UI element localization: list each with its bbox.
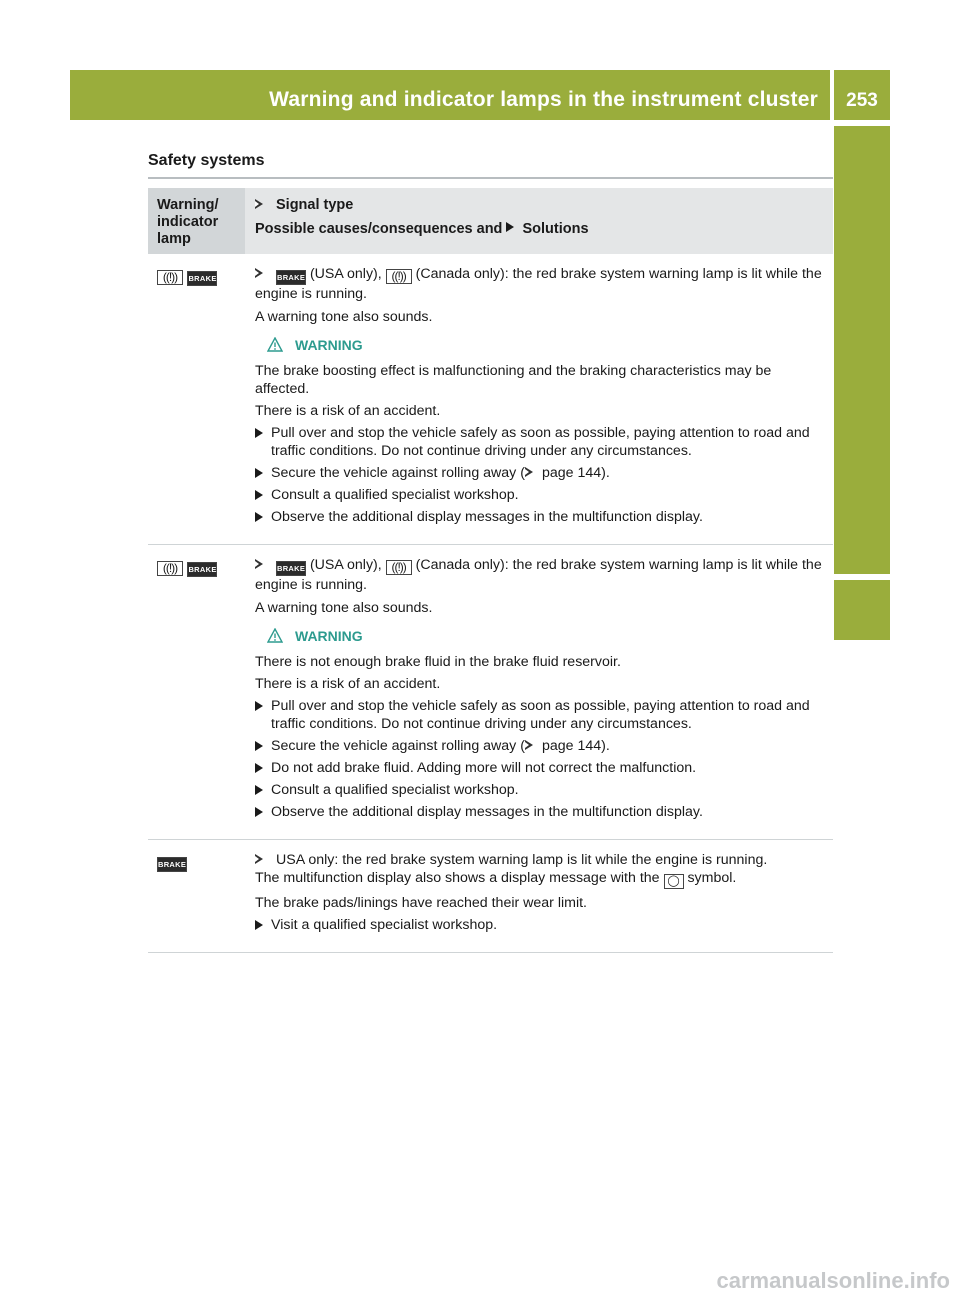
action-arrow-icon — [255, 468, 263, 478]
lamp-cell — [148, 545, 245, 839]
signal-type-icon — [255, 266, 270, 279]
list-item: Do not add brake fluid. Adding more will not correct the malfunction. — [255, 759, 827, 777]
description-cell: USA only: the red brake system warning lamp is lit while the engine is running. The multifunction display also shows a display message with the ◯ symbol. The brake pads/linings have reached their wear limit. Visit a qualified specialist workshop. — [245, 840, 833, 952]
action-arrow-icon — [255, 920, 263, 930]
lamp-cell — [148, 254, 245, 544]
page-reference-link[interactable]: page 144). — [541, 465, 610, 481]
list-item: Observe the additional display messages in the multifunction display. — [255, 803, 827, 821]
table-row — [148, 545, 833, 840]
warning-triangle-icon — [267, 628, 283, 644]
circle-brake-icon: ((!)) — [157, 561, 183, 576]
header-title: Warning and indicator lamps in the instrument cluster — [269, 88, 818, 111]
table-row — [148, 254, 833, 545]
list-item: Secure the vehicle against rolling away ( page 144). — [255, 464, 827, 482]
warning-lamp-table — [148, 188, 833, 953]
brake-wear-icon: ◯ — [664, 874, 684, 889]
action-arrow-icon — [255, 428, 263, 438]
warning-triangle-icon — [267, 337, 283, 353]
circle-brake-icon: ((!)) — [157, 270, 183, 285]
action-arrow-icon — [255, 490, 263, 500]
list-item: Consult a qualified specialist workshop. — [255, 486, 827, 504]
brake-text-icon: BRAKE — [157, 857, 187, 872]
page-ref-icon — [525, 465, 540, 478]
list-item: Consult a qualified specialist workshop. — [255, 781, 827, 799]
circle-brake-icon: ((!)) — [386, 560, 412, 575]
list-item: Observe the additional display messages in the multifunction display. — [255, 508, 827, 526]
table-header — [148, 188, 833, 254]
description-cell: BRAKE (USA only), ((!)) (Canada only): the red brake system warning lamp is lit while the engine is running. A warning tone also sounds. WARNING There is not enough brake fluid in the brake fluid reservoir. There is a risk of an accident. Pull over and stop the vehicle safely as soon as possible, paying attention to road and traffic conditions. Do not continue driving under any circumstances. Secure the vehicle against rolling away ( page 144). Do not add brake fluid. Adding more will not correct the malfunction. Consult a qualified specialist workshop. Observe the additional display messages in the multifunction display. — [245, 545, 833, 839]
signal-type-icon — [255, 557, 270, 570]
page-number-box — [834, 70, 890, 120]
table-row — [148, 840, 833, 953]
action-arrow-icon — [255, 701, 263, 711]
page-header — [70, 70, 830, 120]
list-item: Pull over and stop the vehicle safely as soon as possible, paying attention to road and traffic conditions. Do not continue driving under any circumstances. — [255, 424, 827, 460]
warning-heading: WARNING — [267, 336, 827, 354]
header-col-lamp: Warning/ indicator lamp — [148, 188, 245, 254]
watermark: carmanualsonline.info — [716, 1268, 950, 1293]
chapter-tab-label: On-board computer and displays — [14, 228, 37, 558]
page-reference-link[interactable]: page 144). — [541, 738, 610, 754]
section-title: Safety systems — [148, 152, 265, 169]
action-arrow-icon — [255, 763, 263, 773]
action-arrow-icon — [255, 512, 263, 522]
page-number: 253 — [846, 90, 878, 111]
list-item: Pull over and stop the vehicle safely as soon as possible, paying attention to road and traffic conditions. Do not continue driving under any circumstances. — [255, 697, 827, 733]
list-item: Secure the vehicle against rolling away ( page 144). — [255, 737, 827, 755]
page-ref-icon — [525, 738, 540, 751]
description-cell: BRAKE (USA only), ((!)) (Canada only): the red brake system warning lamp is lit while the engine is running. A warning tone also sounds. WARNING The brake boosting effect is malfunctioning and the braking characteristics may be affected. There is a risk of an accident. Pull over and stop the vehicle safely as soon as possible, paying attention to road and traffic conditions. Do not continue driving under any circumstances. Secure the vehicle against rolling away ( page 144). Consult a qualified specialist workshop. Observe the additional display messages in the multifunction display. — [245, 254, 833, 544]
solutions-arrow-icon — [506, 222, 514, 232]
lamp-cell — [148, 840, 245, 952]
brake-text-icon: BRAKE — [187, 271, 217, 286]
chapter-tab-marker — [834, 580, 890, 640]
signal-type-icon — [255, 852, 270, 865]
action-arrow-icon — [255, 807, 263, 817]
list-item: Visit a qualified specialist workshop. — [255, 916, 827, 934]
section-divider — [148, 177, 833, 179]
circle-brake-icon: ((!)) — [386, 269, 412, 284]
brake-text-icon: BRAKE — [276, 561, 306, 576]
brake-text-icon: BRAKE — [276, 270, 306, 285]
header-col-signal: Signal type Possible causes/consequences and Solutions — [255, 197, 589, 237]
action-arrow-icon — [255, 785, 263, 795]
warning-heading: WARNING — [267, 627, 827, 645]
signal-type-icon — [255, 197, 270, 210]
action-arrow-icon — [255, 741, 263, 751]
chapter-tab — [834, 126, 890, 574]
brake-text-icon: BRAKE — [187, 562, 217, 577]
